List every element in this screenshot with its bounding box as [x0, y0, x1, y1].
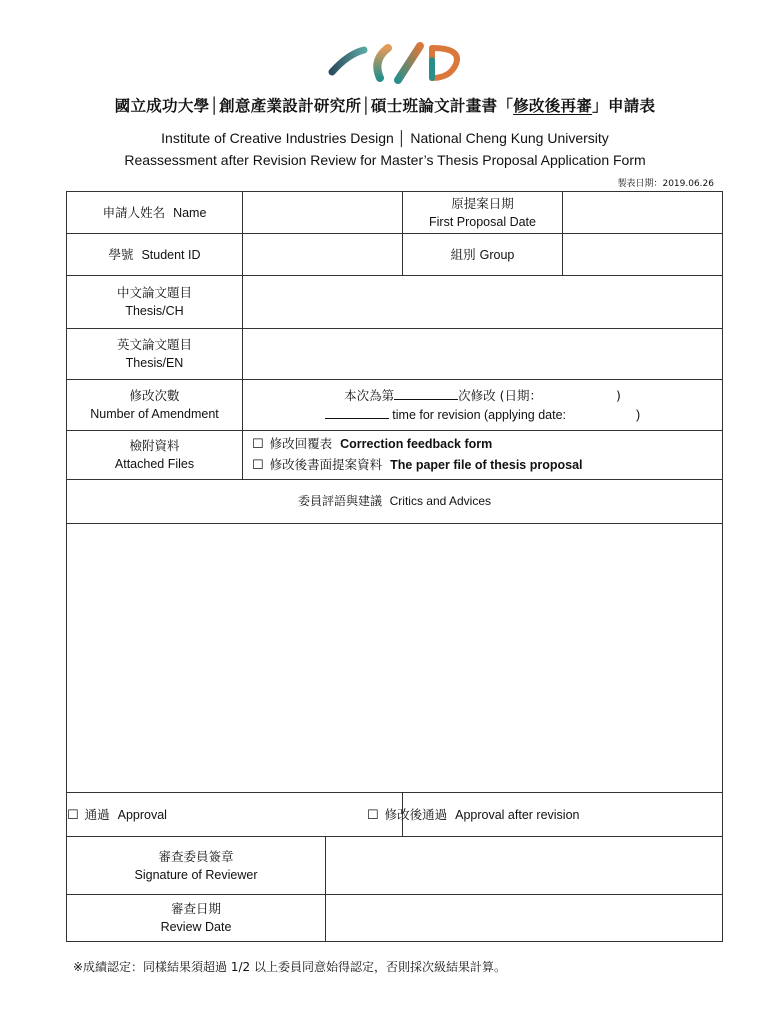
group-label: 組別 Group	[403, 234, 563, 276]
reviewer-signature-label: 審查委員簽章 Signature of Reviewer	[67, 837, 326, 895]
thesis-ch-field[interactable]	[243, 276, 723, 329]
critics-text-area[interactable]	[67, 524, 723, 793]
signature-table	[66, 836, 723, 942]
thesis-en-field[interactable]	[243, 329, 723, 380]
logo-stroke-3	[398, 46, 420, 80]
reviewer-signature-field[interactable]	[326, 837, 723, 895]
institute-logo	[328, 40, 468, 84]
approval-after-revision-option[interactable]: ☐ 修改後通過 Approval after revision	[403, 793, 723, 837]
critics-header: 委員評語與建議 Critics and Advices	[67, 480, 723, 524]
logo-stroke-2	[377, 48, 388, 78]
amendment-field[interactable]: 本次為第 次修改 (日期： ) time for revision (applying date: )	[243, 380, 723, 431]
thesis-ch-label: 中文論文題目 Thesis/CH	[67, 276, 243, 329]
attached-files-options	[243, 431, 723, 480]
first-proposal-date-field[interactable]	[563, 192, 723, 234]
review-date-label: 審查日期 Review Date	[67, 895, 326, 942]
student-id-label: 學號 Student ID	[67, 234, 243, 276]
page-title-english-line1: Institute of Creative Industries Design │ National Cheng Kung University	[161, 130, 609, 146]
footnote: ※成績認定：同樣結果須超過 1/2 以上委員同意始得認定，否則採次級結果計算。	[73, 960, 506, 974]
checkbox-icon[interactable]: ☐	[252, 437, 264, 452]
checkbox-icon[interactable]: ☐	[67, 807, 79, 823]
attached-files-label: 檢附資料 Attached Files	[67, 431, 243, 480]
approval-option[interactable]: ☐ 通過 Approval	[67, 793, 403, 837]
name-field[interactable]	[243, 192, 403, 234]
form-made-date: 製表日期：2019.06.26	[617, 179, 714, 189]
checkbox-icon[interactable]: ☐	[367, 807, 379, 823]
application-form-table	[66, 191, 723, 837]
logo-stroke-1	[332, 50, 364, 72]
first-proposal-date-label: 原提案日期 First Proposal Date	[403, 192, 563, 234]
name-label: 申請人姓名 Name	[67, 192, 243, 234]
page-title-chinese: 國立成功大學│創意產業設計研究所│碩士班論文計畫書「修改後再審」申請表	[114, 97, 656, 115]
page-title-english-line2: Reassessment after Revision Review for Master’s Thesis Proposal Application Form	[124, 152, 646, 168]
thesis-en-label: 英文論文題目 Thesis/EN	[67, 329, 243, 380]
amendment-label: 修改次數 Number of Amendment	[67, 380, 243, 431]
review-date-field[interactable]	[326, 895, 723, 942]
paper-file-option[interactable]: ☐ 修改後書面提案資料 The paper file of thesis proposal	[252, 457, 583, 473]
logo-stroke-4	[432, 48, 457, 78]
correction-feedback-option[interactable]: ☐ 修改回覆表 Correction feedback form	[252, 436, 493, 452]
student-id-field[interactable]	[243, 234, 403, 276]
checkbox-icon[interactable]: ☐	[252, 458, 264, 473]
group-field[interactable]	[563, 234, 723, 276]
